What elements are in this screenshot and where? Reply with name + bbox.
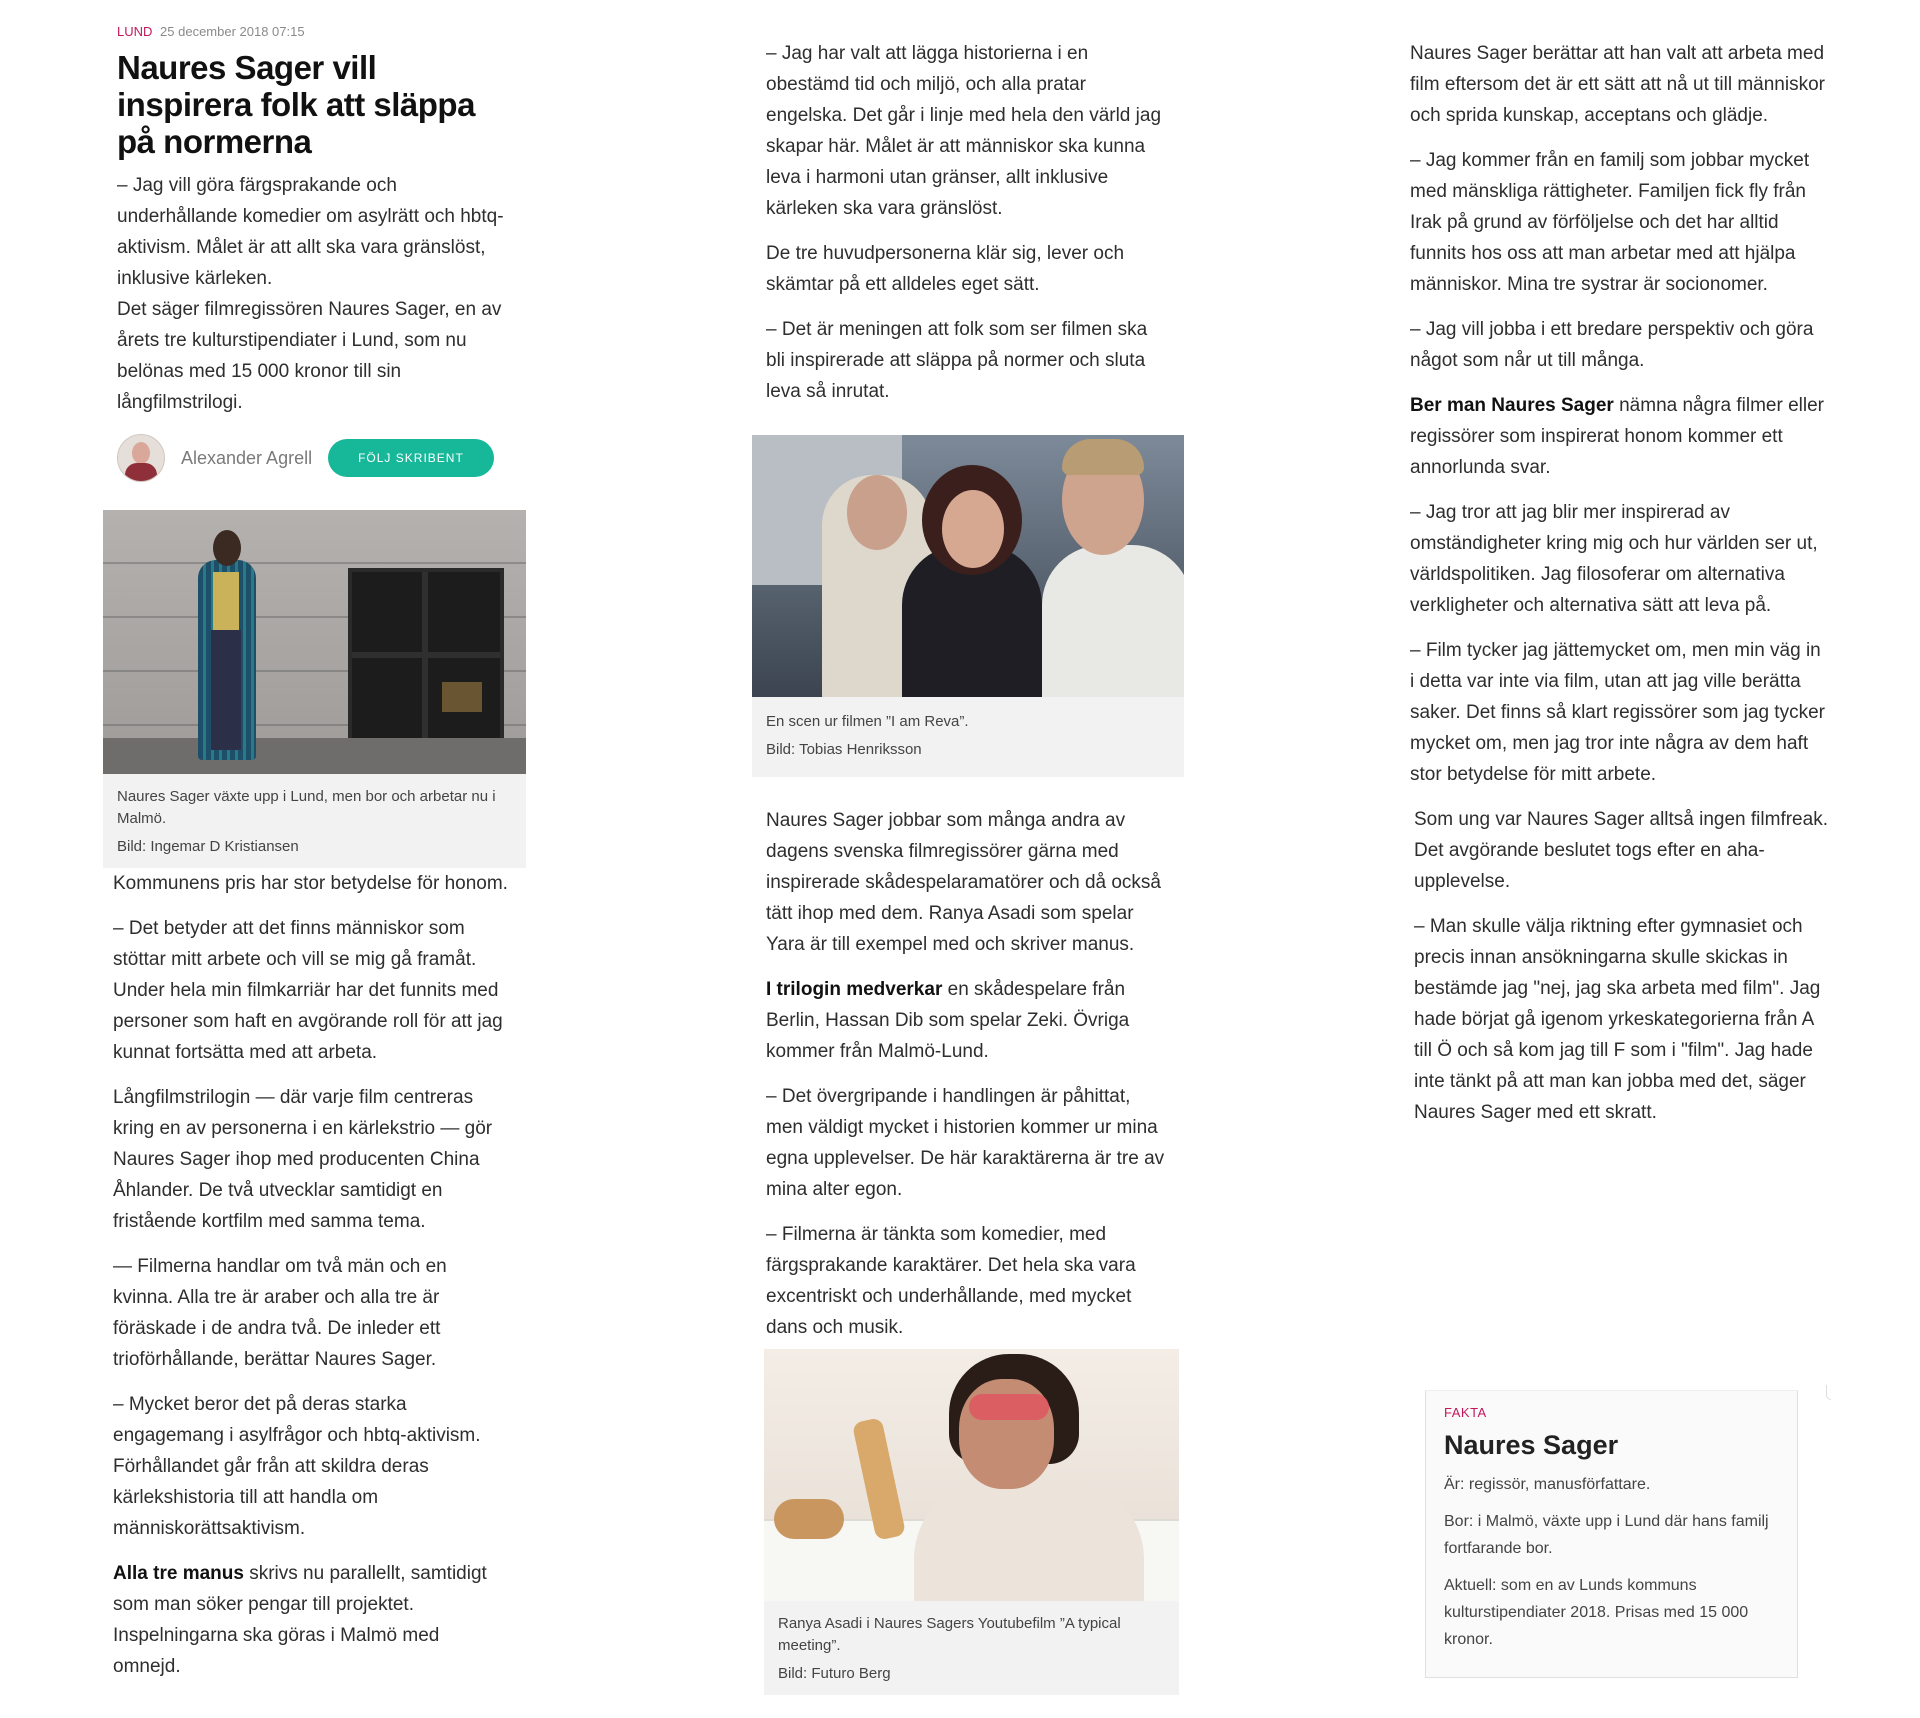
- article-body-2a: [752, 0, 1184, 407]
- lead-paragraph-2: Det säger filmregissören Naures Sager, en av årets tre kulturstipendiater i Lund, som nu belönas med 15 000 kronor till sin långfilmstrilogi.: [117, 299, 502, 413]
- paragraph: Naures Sager jobbar som många andra av dagens svenska filmregissörer gärna med inspirerade skådespelaramatörer och då också tätt ihop med dem. Ranya Asadi som spelar Yara är till exempel med och skriver manus.: [766, 810, 1161, 955]
- figure-credit: Bild: Tobias Henriksson: [766, 741, 922, 758]
- paragraph: – Jag tror att jag blir mer inspirerad av omständigheter kring mig och hur världen ser ut, världspolitiken. Jag filosoferar om alternativa verkligheter och alternativa sätt att leva på.: [1410, 502, 1818, 616]
- paragraph: – Filmerna är tänkta som komedier, med färgsprakande karaktärer. Det hela ska vara excentriskt och underhållande, med mycket dans och musik.: [766, 1224, 1136, 1338]
- lead-paragraph-1: – Jag vill göra färgsprakande och underhållande komedier om asylrätt och hbtq-aktivism. Målet är att allt ska vara gränslöst, inklusive kärleken.: [117, 175, 504, 289]
- corner-decoration: [1826, 1385, 1831, 1400]
- paragraph-text: skrivs nu parallellt, samtidigt som man söker pengar till projektet. Inspelningarna ska göras i Malmö med omnejd.: [113, 1563, 487, 1677]
- article-meta: [117, 0, 512, 39]
- figure-caption: En scen ur filmen ”I am Reva”.: [766, 713, 969, 730]
- paragraph: [1410, 390, 1830, 483]
- paragraph: – Det betyder att det finns människor som stöttar mitt arbete och vill se mig gå framåt. Under hela min filmkarriär har det funnits med personer som haft en avgörande roll för att jag kunnat fortsätta med att arbeta.: [113, 918, 503, 1063]
- fact-line: Bor: i Malmö, växte upp i Lund där hans familj fortfarande bor.: [1444, 1513, 1769, 1557]
- fact-line: Aktuell: som en av Lunds kommuns kulturstipendiater 2018. Prisas med 15 000 kronor.: [1444, 1577, 1749, 1648]
- paragraph: — Filmerna handlar om två män och en kvinna. Alla tre är araber och alla tre är föräskade i de andra två. De inleder ett trioförhållande, berättar Naures Sager.: [113, 1256, 447, 1370]
- author-avatar[interactable]: [117, 434, 165, 482]
- photo-film-scene[interactable]: [752, 435, 1184, 697]
- column-1: [103, 0, 526, 1696]
- article-body-1: [103, 868, 526, 1682]
- paragraph-text: en skådespelare från Berlin, Hassan Dib som spelar Zeki. Övriga kommer från Malmö-Lund.: [766, 979, 1130, 1062]
- figure-credit: Bild: Ingemar D Kristiansen: [117, 838, 299, 855]
- author-byline: [117, 434, 512, 482]
- fact-title: Naures Sager: [1444, 1430, 1619, 1460]
- paragraph-lead-in: Ber man Naures Sager: [1410, 395, 1614, 416]
- column-2: [752, 0, 1184, 1695]
- paragraph: – Jag vill jobba i ett bredare perspektiv och göra något som når ut till många.: [1410, 319, 1814, 371]
- paragraph: De tre huvudpersonerna klär sig, lever och skämtar på ett alldeles eget sätt.: [766, 243, 1125, 295]
- paragraph: – Film tycker jag jättemycket om, men min väg in i detta var inte via film, utan att jag ville berätta saker. Det finns så klart regissörer som jag tycker mycket om, men jag tror inte några av dem haft stor betydelse för mitt arbete.: [1410, 640, 1825, 785]
- figure-2: [752, 435, 1184, 777]
- photo-naures-sager[interactable]: [103, 510, 526, 774]
- paragraph: [766, 974, 1170, 1067]
- section-kicker[interactable]: LUND: [117, 24, 153, 39]
- figure-caption: Ranya Asadi i Naures Sagers Youtubefilm ”A typical meeting”.: [778, 1615, 1121, 1654]
- paragraph: – Jag kommer från en familj som jobbar mycket med mänskliga rättigheter. Familjen fick fly från Irak på grund av förföljelse och det har alltid funnits hos oss att man arbetar med att hjälpa människor. Mina tre systrar är socionomer.: [1410, 150, 1810, 295]
- column-3: [1410, 0, 1830, 1142]
- paragraph: Kommunens pris har stor betydelse för honom.: [113, 873, 508, 894]
- author-name[interactable]: Alexander Agrell: [181, 447, 313, 468]
- follow-author-button[interactable]: FÖLJ SKRIBENT: [328, 439, 494, 477]
- paragraph: – Det är meningen att folk som ser filmen ska bli inspirerade att släppa på normer och sluta leva så inrutat.: [766, 319, 1148, 402]
- figure-credit: Bild: Futuro Berg: [778, 1665, 891, 1682]
- fact-line: Är: regissör, manusförfattare.: [1444, 1476, 1651, 1493]
- figure-caption: Naures Sager växte upp i Lund, men bor och arbetar nu i Malmö.: [117, 788, 496, 827]
- figure-3: [764, 1349, 1179, 1695]
- paragraph: – Man skulle välja riktning efter gymnasiet och precis innan ansökningarna skulle skickas in bestämde jag "nej, jag ska arbeta med film". Jag hade börjat gå igenom yrkeskategorierna från A till Ö och så kom jag till F som i "film". Jag hade inte tänkt på att man kan jobba med det, säger Naures Sager med ett skratt.: [1414, 916, 1821, 1123]
- paragraph: – Det övergripande i handlingen är påhittat, men väldigt mycket i historien kommer ur mina egna upplevelser. De här karaktärerna är tre av mina alter egon.: [766, 1086, 1165, 1200]
- paragraph: [113, 1558, 512, 1682]
- photo-ranya-asadi[interactable]: [764, 1349, 1179, 1601]
- article-title: Naures Sager vill inspirera folk att släppa på normerna: [117, 49, 475, 160]
- paragraph: – Mycket beror det på deras starka engagemang i asylfrågor och hbtq-aktivism. Förhållandet går från att skildra deras kärlekshistoria till att handla om människorättsaktivism.: [113, 1394, 481, 1539]
- fact-kicker: FAKTA: [1444, 1405, 1487, 1420]
- article-body-3: [1410, 0, 1830, 1128]
- paragraph: Naures Sager berättar att han valt att arbeta med film eftersom det är ett sätt att nå ut till människor och sprida kunskap, acceptans och glädje.: [1410, 43, 1825, 126]
- paragraph: – Jag har valt att lägga historierna i en obestämd tid och miljö, och alla pratar engelska. Det går i linje med hela den värld jag skapar här. Målet är att människor ska kunna leva i harmoni utan gränser, allt inklusive kärleken ska vara gränslöst.: [766, 43, 1162, 219]
- fact-box: [1425, 1390, 1798, 1678]
- paragraph: Som ung var Naures Sager alltså ingen filmfreak. Det avgörande beslutet togs efter en aha-upplevelse.: [1414, 809, 1828, 892]
- article-body-2b: [752, 777, 1184, 1343]
- publish-date: 25 december 2018 07:15: [160, 24, 305, 39]
- paragraph: Långfilmstrilogin — där varje film centreras kring en av personerna i en kärlekstrio — gör Naures Sager ihop med producenten China Åhlander. De två utvecklar samtidigt en fristående kortfilm med samma tema.: [113, 1087, 493, 1232]
- paragraph-lead-in: I trilogin medverkar: [766, 979, 943, 1000]
- paragraph-text: nämna några filmer eller regissörer som inspirerat honom kommer ett annorlunda svar.: [1410, 395, 1824, 478]
- figure-1: [103, 510, 526, 868]
- article-header: [103, 0, 526, 482]
- paragraph-lead-in: Alla tre manus: [113, 1563, 244, 1584]
